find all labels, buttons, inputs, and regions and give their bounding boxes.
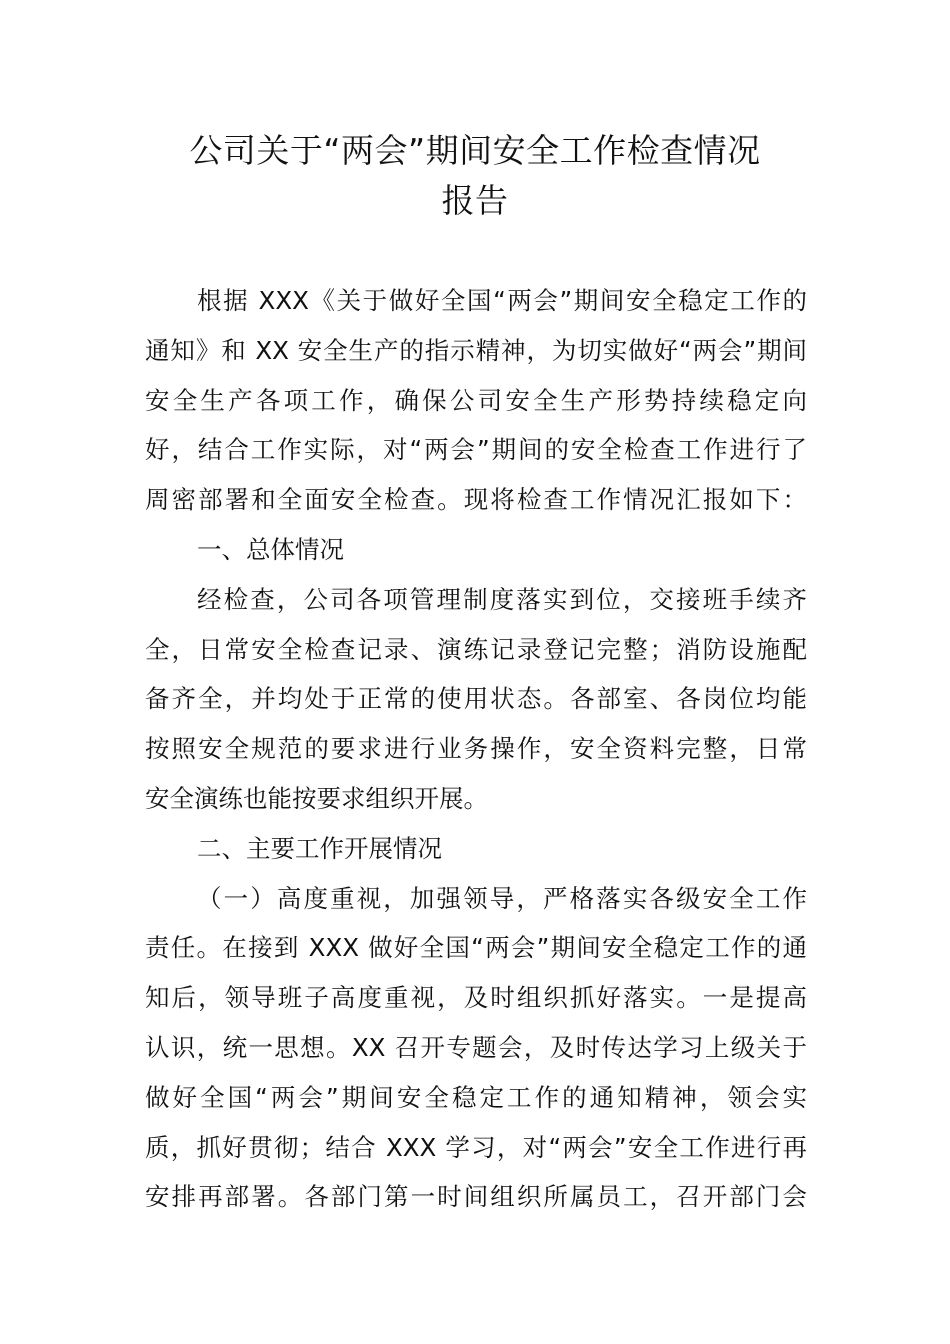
paragraph-line: 好，结合工作实际，对“两会”期间的安全检查工作进行了 — [145, 435, 807, 465]
paragraph-line: 全，日常安全检查记录、演练记录登记完整；消防设施配 — [145, 634, 807, 664]
section-heading: 一、总体情况 — [197, 534, 344, 564]
paragraph-line: 经检查，公司各项管理制度落实到位，交接班手续齐 — [197, 584, 807, 614]
paragraph-line: 通知》和 XX 安全生产的指示精神，为切实做好“两会”期间 — [145, 335, 807, 365]
paragraph-line: 安全生产各项工作，确保公司安全生产形势持续稳定向 — [145, 385, 807, 415]
paragraph-line: 责任。在接到 XXX 做好全国“两会”期间安全稳定工作的通 — [145, 933, 807, 963]
paragraph-line: 质，抓好贯彻；结合 XXX 学习，对“两会”安全工作进行再 — [145, 1132, 807, 1162]
paragraph-line: 认识，统一思想。XX 召开专题会，及时传达学习上级关于 — [145, 1032, 807, 1062]
document-body — [145, 276, 807, 1222]
paragraph-line: 根据 XXX《关于做好全国“两会”期间安全稳定工作的 — [197, 286, 807, 315]
document-title-line-2: 报告 — [441, 181, 509, 220]
paragraph-line: 做好全国“两会”期间安全稳定工作的通知精神，领会实 — [145, 1082, 807, 1112]
paragraph-line: 安全演练也能按要求组织开展。 — [145, 783, 488, 813]
paragraph-line: 备齐全，并均处于正常的使用状态。各部室、各岗位均能 — [145, 684, 807, 714]
paragraph-line: 按照安全规范的要求进行业务操作，安全资料完整，日常 — [145, 734, 807, 764]
paragraph-line: 知后，领导班子高度重视，及时组织抓好落实。一是提高 — [145, 983, 807, 1013]
paragraph-line: （一）高度重视，加强领导，严格落实各级安全工作 — [197, 883, 807, 913]
paragraph-line: 安排再部署。各部门第一时间组织所属员工，召开部门会 — [145, 1182, 807, 1212]
paragraph-line: 周密部署和全面安全检查。现将检查工作情况汇报如下： — [145, 485, 807, 515]
section-heading: 二、主要工作开展情况 — [197, 833, 442, 863]
document-title-line-1: 公司关于“两会”期间安全工作检查情况 — [189, 131, 761, 170]
